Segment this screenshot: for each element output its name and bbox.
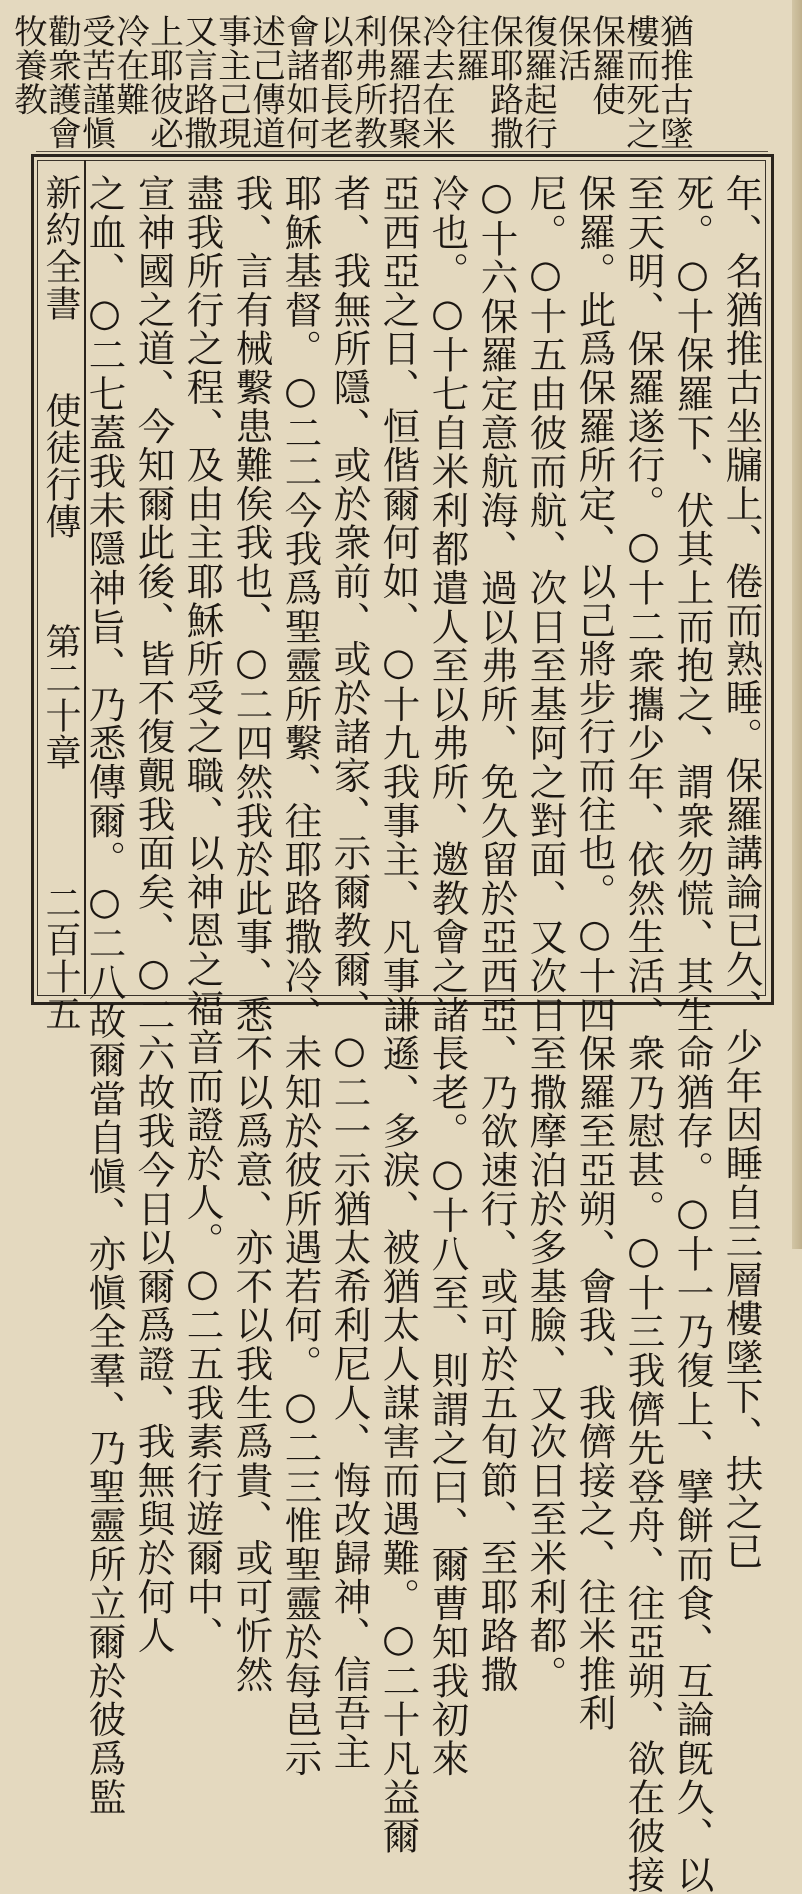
header-column: 猶推古墜 — [654, 14, 694, 150]
header-column: 又言路撒 — [178, 14, 218, 150]
page-number: 二百十五 — [40, 884, 81, 1032]
header-column: 利弗所教 — [348, 14, 388, 150]
text-column: 盡我所行之程、及由主耶穌所受之職、以神恩之福音而證於人。○二五我素行遊爾中、 — [180, 174, 225, 1655]
header-column: 復羅起行 — [518, 14, 558, 150]
header-column: 事主己現 — [212, 14, 252, 150]
text-column: 之血、○二七蓋我未隱神旨、乃悉傳爾。○二八故爾當自愼、亦愼全羣、乃聖靈所立爾於彼爲監 — [82, 174, 127, 1817]
header-column: 會諸如何 — [280, 14, 320, 150]
text-column: 尼。○十五由彼而航、次日至基阿之對面、又次日至撒摩泊於多基臉、又次日至米利都。 — [523, 174, 568, 1694]
header-column: 往羅 — [450, 14, 490, 82]
header-divider — [36, 151, 768, 152]
header-column: 保羅招聚 — [382, 14, 422, 150]
text-column: 亞西亞之日、恒偕爾何如、○十九我事主、凡事謙遜、多淚、被猶太人謀害而遇難。○二十凡益爾 — [376, 174, 421, 1856]
book-title: 新約全書 — [40, 174, 81, 322]
header-column: 上耶彼必 — [144, 14, 184, 150]
text-column: 至天明、保羅遂行。○十二衆攜少年、依然生活、衆乃慰甚。○十三我儕先登舟、往亞朔、欲在彼接 — [621, 174, 666, 1894]
header-column: 冷去在米 — [416, 14, 456, 150]
text-column: 死。○十保羅下、伏其上而抱之、謂衆勿慌、其生命猶存。○十一乃復上、擘餅而食、互論旣久、以 — [670, 174, 715, 1894]
text-column: 保羅。此爲保羅所定、以己將步行而往也。○十四保羅至亞朔、會我、我儕接之、往米推利 — [572, 174, 617, 1733]
header-column: 以都長老 — [314, 14, 354, 150]
header-column: 保活 — [552, 14, 592, 82]
header-column: 樓而死之 — [620, 14, 660, 150]
text-column: 年、名猶推古坐牖上、倦而熟睡。保羅講論已久、少年因睡自三層樓墜下、扶之已 — [719, 174, 764, 1571]
text-column: ○十六保羅定意航海、過以弗所、免久留於亞西亞、乃欲速行、或可於五旬節、至耶路撒 — [474, 174, 519, 1694]
text-column: 冷也。○十七自米利都遣人至以弗所、邀教會之諸長老。○十八至、則謂之曰、爾曹知我初來 — [425, 174, 470, 1778]
text-column: 耶穌基督。○二二今我爲聖靈所繫、往耶路撒冷、未知於彼所遇若何。○二三惟聖靈於每邑示 — [278, 174, 323, 1778]
header-column: 受苦謹愼 — [76, 14, 116, 150]
header-column: 保羅使 — [586, 14, 626, 116]
section-title: 使徒行傳 — [40, 392, 81, 540]
chapter-label: 第二十章 — [40, 623, 81, 771]
text-column: 宣神國之道、今知爾此後、皆不復覿我面矣、○二六故我今日以爾爲證、我無與於何人 — [131, 174, 176, 1655]
header-column: 述己傳道 — [246, 14, 286, 150]
header-column: 冷在難 — [110, 14, 150, 116]
header-column: 保耶路撒 — [484, 14, 524, 150]
page-edge — [792, 0, 802, 1249]
text-column: 我、言有械繫患難俟我也、○二四然我於此事、悉不以爲意、亦不以我生爲貴、或可忻然 — [229, 174, 274, 1694]
header-column: 勸衆護會 — [42, 14, 82, 150]
text-column: 者、我無所隱、或於衆前、或於諸家、示爾教爾、○二一示猶太希利尼人、悔改歸神、信吾主 — [327, 174, 372, 1772]
header-column: 牧養教 — [8, 14, 48, 116]
